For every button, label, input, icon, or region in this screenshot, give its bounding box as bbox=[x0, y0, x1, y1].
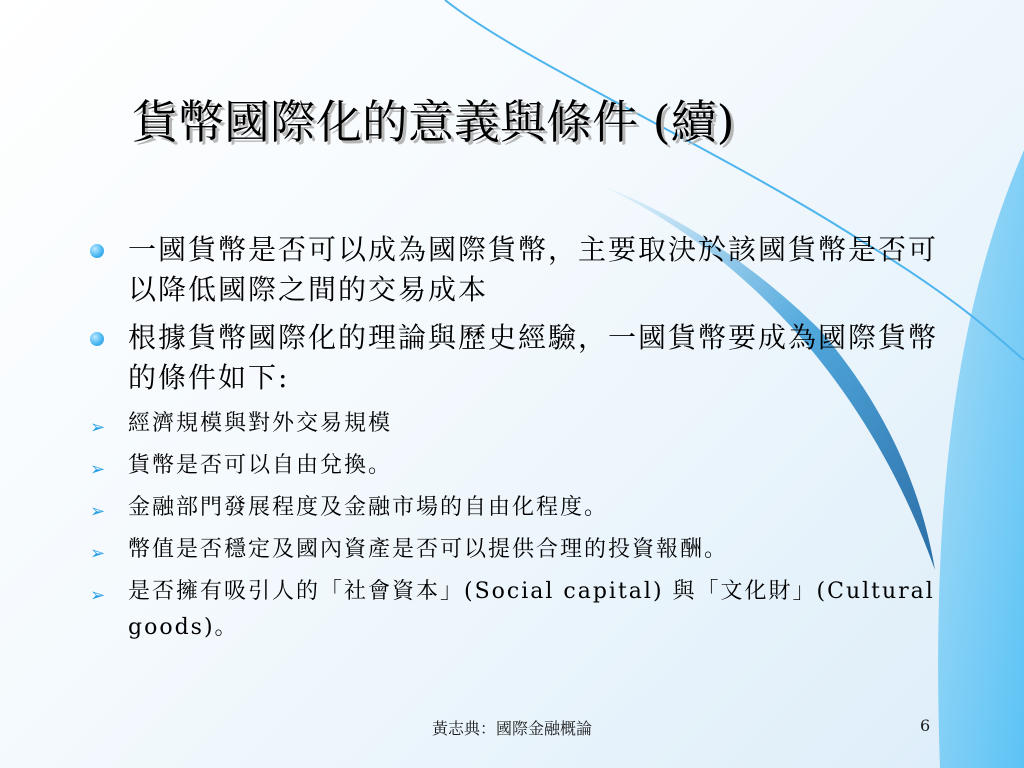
sub-bullet-text: 是否擁有吸引人的「社會資本」(Social capital) 與「文化財」(Cultural goods)。 bbox=[128, 579, 935, 640]
slide-content bbox=[88, 230, 938, 652]
sub-bullet-item bbox=[88, 406, 938, 442]
circle-bullet-icon bbox=[90, 332, 104, 346]
arrow-bullet-icon: ➢ bbox=[90, 543, 108, 564]
bullet-text: 一國貨幣是否可以成為國際貨幣，主要取決於該國貨幣是否可以降低國際之間的交易成本 bbox=[128, 233, 939, 306]
page-number: 6 bbox=[920, 716, 931, 735]
slide-title: 貨幣國際化的意義與條件 (續) bbox=[132, 95, 735, 149]
sub-bullet-text: 幣值是否穩定及國內資產是否可以提供合理的投資報酬。 bbox=[128, 537, 729, 562]
arrow-bullet-icon: ➢ bbox=[90, 501, 108, 522]
sub-bullet-text: 經濟規模與對外交易規模 bbox=[128, 411, 393, 436]
bullet-item bbox=[88, 318, 938, 398]
sub-bullet-item bbox=[88, 574, 938, 646]
sub-bullet-text: 貨幣是否可以自由兌換。 bbox=[128, 453, 393, 478]
sub-bullet-item bbox=[88, 532, 938, 568]
sub-bullet-text: 金融部門發展程度及金融市場的自由化程度。 bbox=[128, 495, 609, 520]
slide-footer bbox=[0, 712, 1024, 742]
arrow-bullet-icon: ➢ bbox=[90, 417, 108, 438]
bullet-item bbox=[88, 230, 938, 310]
circle-bullet-icon bbox=[90, 244, 104, 258]
sub-bullet-item bbox=[88, 490, 938, 526]
footer-author: 黃志典：國際金融概論 bbox=[431, 719, 592, 738]
arrow-bullet-icon: ➢ bbox=[90, 459, 108, 480]
light-blue-swoosh bbox=[938, 150, 1024, 768]
bullet-text: 根據貨幣國際化的理論與歷史經驗，一國貨幣要成為國際貨幣的條件如下: bbox=[128, 321, 939, 394]
sub-bullet-item bbox=[88, 448, 938, 484]
arrow-bullet-icon: ➢ bbox=[90, 585, 108, 606]
